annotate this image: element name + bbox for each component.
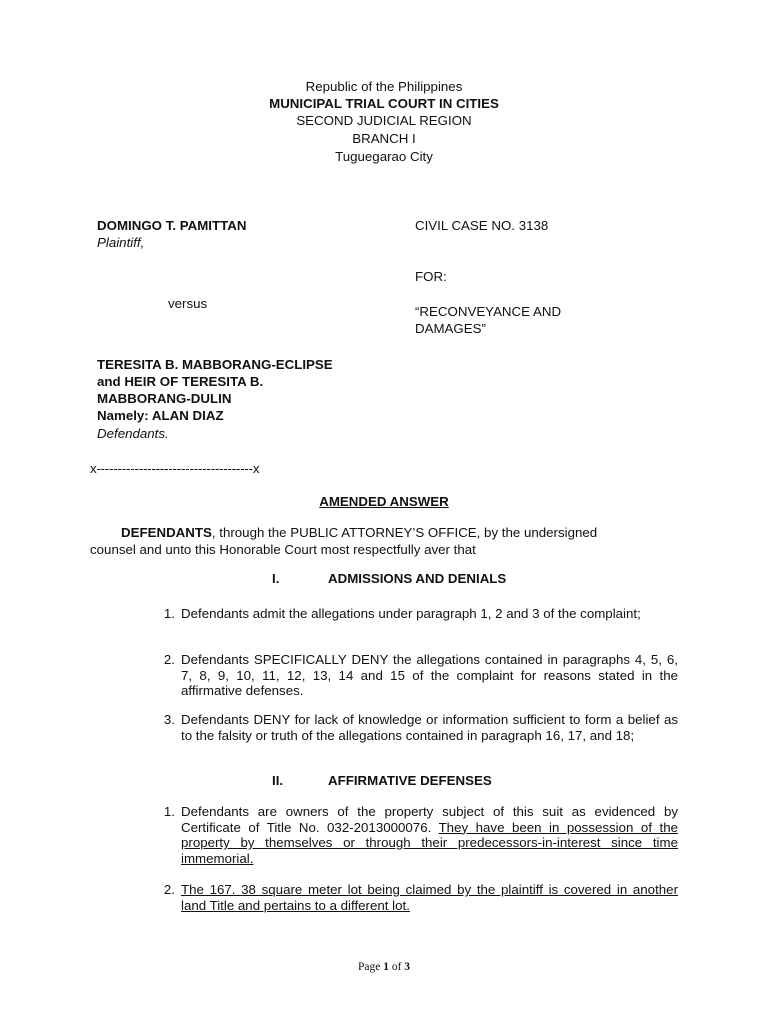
page-total: 3 [404,961,411,973]
list-item-admit: Defendants admit the allegations under paragraph 1, 2 and 3 of the complaint; [181,606,641,621]
list-item-deny-lack-knowledge: Defendants DENY for lack of knowledge or information sufficient to form a belief as to the falsity or truth of the allegations contained in paragraph 16, 17, and 18; [181,712,678,743]
list-number: 2. [163,882,175,897]
header-region: SECOND JUDICIAL REGION [296,113,472,128]
case-number: CIVIL CASE NO. 3138 [415,218,549,233]
header-branch: BRANCH I [352,131,416,146]
list-item-specific-deny: Defendants SPECIFICALLY DENY the allegations contained in paragraphs 4, 5, 6, 7, 8, 9, 10, 11, 12, 13, 14 and 15 of the complaint for reasons stated in the affirmative defenses. [181,652,678,698]
page-number: 1 [383,961,389,973]
page-of-label: of [391,961,402,973]
case-title-line-1: “RECONVEYANCE AND [415,304,562,319]
list-number: 1. [163,804,175,819]
list-number: 1. [163,606,175,621]
header-city: Tuguegarao City [335,149,433,164]
intro-line-1 [121,525,678,541]
list-item-different-lot: The 167. 38 square meter lot being claimed by the plaintiff is covered in another land Title and pertains to a different lot. [181,882,678,913]
list-item-ownership [181,804,678,866]
list-number: 2. [163,652,175,667]
section-1-title: ADMISSIONS AND DENIALS [328,571,507,586]
for-label: FOR: [415,269,447,284]
defendants-name-line-3: MABBORANG-DULIN [97,391,232,406]
page-label: Page [357,961,381,973]
intro-line-2: counsel and unto this Honorable Court most respectfully aver that [90,542,476,557]
section-2-number: II. [272,773,284,788]
defendants-name-line-4: Namely: ALAN DIAZ [97,408,224,423]
plaintiff-name: DOMINGO T. PAMITTAN [97,218,247,233]
ownership-plain-text: Defendants are owners of the property subject of this suit as evidenced by Certificate of Title No. 032-2013000076. [181,804,678,835]
section-2-title: AFFIRMATIVE DEFENSES [328,773,492,788]
list-number: 3. [163,712,175,727]
header-republic: Republic of the Philippines [305,79,463,94]
case-title-line-2: DAMAGES” [415,321,486,336]
versus-label: versus [168,296,208,311]
defendants-role: Defendants. [97,426,169,441]
page-footer [0,960,768,976]
section-1-number: I. [272,571,280,586]
defendants-name-line-2: and HEIR OF TERESITA B. [97,374,264,389]
intro-text: , through the PUBLIC ATTORNEY’S OFFICE, by the undersigned [211,525,598,540]
header-court-name: MUNICIPAL TRIAL COURT IN CITIES [269,96,499,111]
intro-defendants: DEFENDANTS [121,525,212,540]
caption-separator: x-------------------------------------x [90,461,260,476]
defendants-name-line-1: TERESITA B. MABBORANG-ECLIPSE [97,357,333,372]
document-title: AMENDED ANSWER [319,494,449,509]
ownership-underlined-text: They have been in possession of the property by themselves or through their predecessors-in-interest since time immemorial. [181,819,678,866]
plaintiff-role: Plaintiff, [97,235,145,250]
